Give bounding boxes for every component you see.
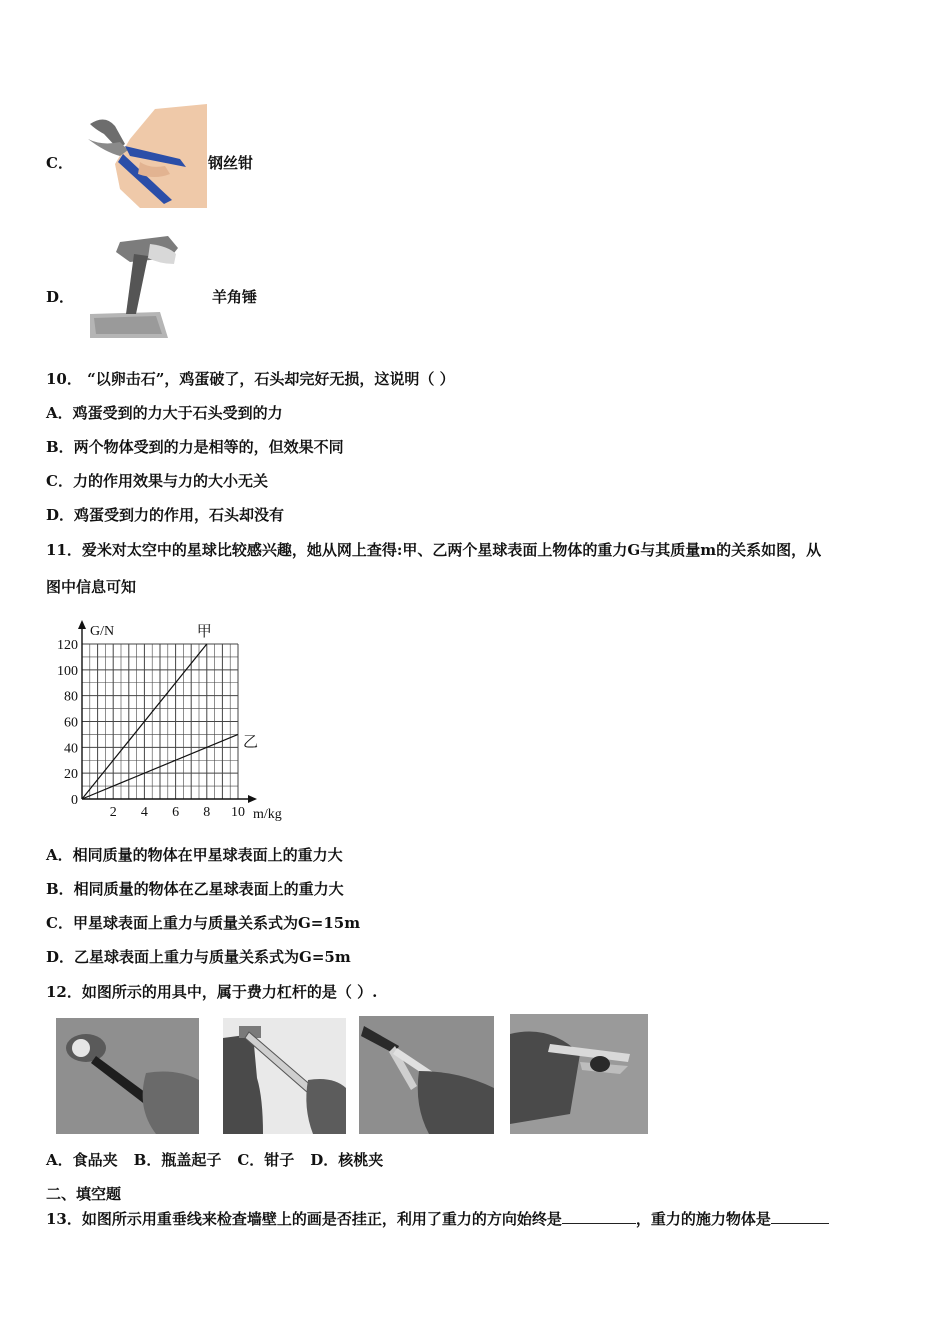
q13-blank-1[interactable] xyxy=(562,1209,636,1224)
nutcracker-photo xyxy=(510,1014,648,1134)
q13-stem-b: ，重力的施力物体是 xyxy=(635,1210,771,1228)
y-tick-label: 40 xyxy=(64,741,78,757)
q10-option-c: C．力的作用效果与力的大小无关 xyxy=(46,472,268,490)
x-tick-label: 6 xyxy=(172,805,180,820)
q10-option-b: B．两个物体受到的力是相等的，但效果不同 xyxy=(46,438,344,456)
q11-option-d: D．乙星球表面上重力与质量关系式为G=5m xyxy=(46,948,351,966)
gravity-mass-chart xyxy=(40,615,300,825)
y-tick-label: 20 xyxy=(64,767,78,783)
option-c-label: 钢丝钳 xyxy=(208,154,254,172)
bottle-opener-photo xyxy=(223,1018,346,1134)
x-tick-label: 2 xyxy=(109,805,117,820)
y-tick-label: 100 xyxy=(57,663,78,679)
y-tick-label: 0 xyxy=(71,793,78,808)
chart-svg xyxy=(40,615,300,825)
q12-option-a: A．食品夹 xyxy=(46,1151,118,1169)
y-axis-arrow xyxy=(78,620,86,629)
x-axis-arrow xyxy=(248,795,257,803)
q12-option-b: B．瓶盖起子 xyxy=(133,1151,222,1169)
claw-hammer-photo xyxy=(90,234,180,338)
steel-pliers-photo xyxy=(80,104,208,208)
x-tick-label: 10 xyxy=(231,805,245,820)
q12-options xyxy=(46,1150,399,1170)
option-c-letter: C． xyxy=(46,154,73,172)
q12-stem: 12．如图所示的用具中，属于费力杠杆的是（ ）. xyxy=(46,983,378,1001)
x-tick-label: 8 xyxy=(203,805,211,820)
q11-stem-line1: 11．爱米对太空中的星球比较感兴趣，她从网上查得:甲、乙两个星球表面上物体的重力G与其质量m的关系如图，从 xyxy=(46,541,822,559)
y-tick-label: 60 xyxy=(64,715,78,731)
x-tick-label: 4 xyxy=(140,805,148,820)
y-axis-label: G/N xyxy=(90,624,115,639)
q12-option-d: D．核桃夹 xyxy=(310,1151,384,1169)
q13-stem-a: 13．如图所示用重垂线来检查墙壁上的画是否挂正，利用了重力的方向始终是 xyxy=(46,1210,562,1228)
q10-option-a: A．鸡蛋受到的力大于石头受到的力 xyxy=(46,404,283,422)
y-tick-label: 80 xyxy=(64,689,78,705)
series-label: 甲 xyxy=(196,622,212,640)
q10-option-d: D．鸡蛋受到力的作用，石头却没有 xyxy=(46,506,285,524)
q13-blank-2[interactable] xyxy=(771,1209,829,1224)
q13-stem xyxy=(46,1209,829,1229)
q11-option-a: A．相同质量的物体在甲星球表面上的重力大 xyxy=(46,846,343,864)
q10-stem: 10． “以卵击石”，鸡蛋破了，石头却完好无损，这说明（ ） xyxy=(46,370,455,388)
y-tick-label: 120 xyxy=(57,638,78,653)
option-d-label: 羊角锤 xyxy=(212,288,258,306)
q11-option-b: B．相同质量的物体在乙星球表面上的重力大 xyxy=(46,880,344,898)
q12-option-c: C．钳子 xyxy=(237,1151,295,1169)
q11-stem-line2: 图中信息可知 xyxy=(46,578,137,596)
food-tongs-photo xyxy=(56,1018,199,1134)
option-d-letter: D． xyxy=(46,288,75,306)
series-label: 乙 xyxy=(243,732,259,751)
section-heading: 二、填空题 xyxy=(46,1185,122,1203)
pliers-photo xyxy=(359,1016,494,1134)
q11-option-c: C．甲星球表面上重力与质量关系式为G=15m xyxy=(46,914,361,932)
x-axis-label: m/kg xyxy=(253,807,282,822)
